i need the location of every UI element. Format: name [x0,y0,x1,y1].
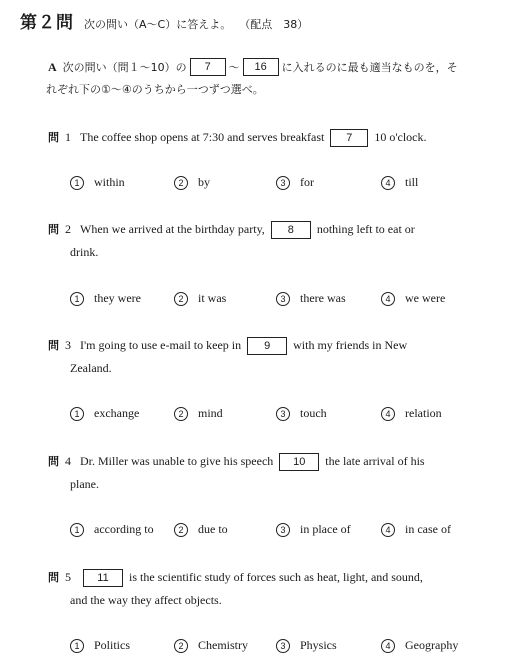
option-text: in case of [405,522,451,536]
question-2 [48,218,478,263]
option-text: Politics [94,638,131,652]
option-1[interactable] [70,638,130,653]
option-text: within [94,175,125,189]
option-4[interactable] [381,638,458,653]
answer-blank: 11 [83,569,123,587]
option-marker: 2 [174,407,188,421]
option-text: due to [198,522,228,536]
question-text-cont: Zealand. [70,361,112,375]
option-marker: 3 [276,292,290,306]
question-label: 問 [48,223,59,236]
option-text: they were [94,291,141,305]
option-marker: 4 [381,292,395,306]
option-text: Chemistry [198,638,248,652]
option-marker: 2 [174,176,188,190]
option-2[interactable] [174,638,248,653]
option-text: according to [94,522,154,536]
answer-blank: 10 [279,453,319,471]
option-text: till [405,175,419,189]
answer-blank: 7 [330,129,368,147]
answer-blank: 9 [247,337,287,355]
option-3[interactable] [276,291,346,306]
option-4[interactable] [381,175,418,190]
question-1 [48,126,478,149]
option-marker: 4 [381,639,395,653]
question-text: When we arrived at the birthday party, [80,222,265,236]
question-text-after: is the scientific study of forces such as heat, light, and sound, [129,570,423,584]
option-text: by [198,175,210,189]
option-marker: 2 [174,639,188,653]
question-label: 問 [48,455,59,468]
question-label: 問 [48,131,59,144]
question-4 [48,450,478,495]
option-4[interactable] [381,406,442,421]
problem-points: （配点 38） [239,18,309,31]
question-text-cont: plane. [70,477,99,491]
option-marker: 1 [70,523,84,537]
option-text: we were [405,291,446,305]
section-letter: A [48,60,57,74]
intro-tilde: 〜 [228,61,240,74]
question-text-cont: and the way they affect objects. [70,593,222,607]
option-text: there was [300,291,346,305]
option-text: Physics [300,638,337,652]
option-4[interactable] [381,522,451,537]
question-number: 5 [65,570,71,584]
option-marker: 1 [70,292,84,306]
option-2[interactable] [174,175,210,190]
question-text: I'm going to use e-mail to keep in [80,338,242,352]
option-marker: 2 [174,292,188,306]
question-3 [48,334,478,379]
question-text: Dr. Miller was unable to give his speech [80,454,274,468]
question-text-after: 10 o'clock. [374,130,427,144]
question-number: 1 [65,130,71,144]
question-text-after: the late arrival of his [325,454,425,468]
option-2[interactable] [174,291,226,306]
option-marker: 1 [70,176,84,190]
option-text: for [300,175,314,189]
option-marker: 3 [276,639,290,653]
question-text-after: with my friends in New [293,338,408,352]
option-text: mind [198,406,223,420]
section-a-intro [48,56,488,101]
option-text: exchange [94,406,140,420]
option-text: in place of [300,522,351,536]
question-text-cont: drink. [70,245,99,259]
option-marker: 1 [70,639,84,653]
answer-blank-end: 16 [243,58,279,76]
option-marker: 4 [381,407,395,421]
option-2[interactable] [174,406,223,421]
option-marker: 4 [381,523,395,537]
question-number: 3 [65,338,71,352]
option-3[interactable] [276,406,327,421]
option-3[interactable] [276,175,314,190]
page-header [20,8,308,33]
question-number: 4 [65,454,71,468]
option-4[interactable] [381,291,445,306]
option-text: it was [198,291,227,305]
option-3[interactable] [276,522,351,537]
answer-blank-start: 7 [190,58,226,76]
problem-instruction: 次の問い（A〜C）に答えよ。 [84,18,232,31]
answer-blank: 8 [271,221,311,239]
option-1[interactable] [70,522,154,537]
option-marker: 3 [276,176,290,190]
question-5 [48,566,478,611]
option-marker: 3 [276,407,290,421]
question-text: The coffee shop opens at 7:30 and serves breakfast [80,130,325,144]
option-1[interactable] [70,291,141,306]
intro-text-1: 次の問い（問１〜10）の [62,61,187,74]
option-text: relation [405,406,442,420]
question-number: 2 [65,222,71,236]
question-label: 問 [48,571,59,584]
option-marker: 3 [276,523,290,537]
option-marker: 1 [70,407,84,421]
option-marker: 2 [174,523,188,537]
option-3[interactable] [276,638,337,653]
question-text-after: nothing left to eat or [316,222,415,236]
option-2[interactable] [174,522,228,537]
option-1[interactable] [70,175,125,190]
intro-text-2: に入れるのに最も適当なものを，そ [281,61,458,74]
question-label: 問 [48,339,59,352]
option-1[interactable] [70,406,139,421]
problem-title: 第２問 [20,13,74,33]
option-text: Geography [405,638,459,652]
option-text: touch [300,406,327,420]
option-marker: 4 [381,176,395,190]
intro-text-3: れぞれ下の①〜④のうちから一つずつ選べ。 [46,83,264,96]
